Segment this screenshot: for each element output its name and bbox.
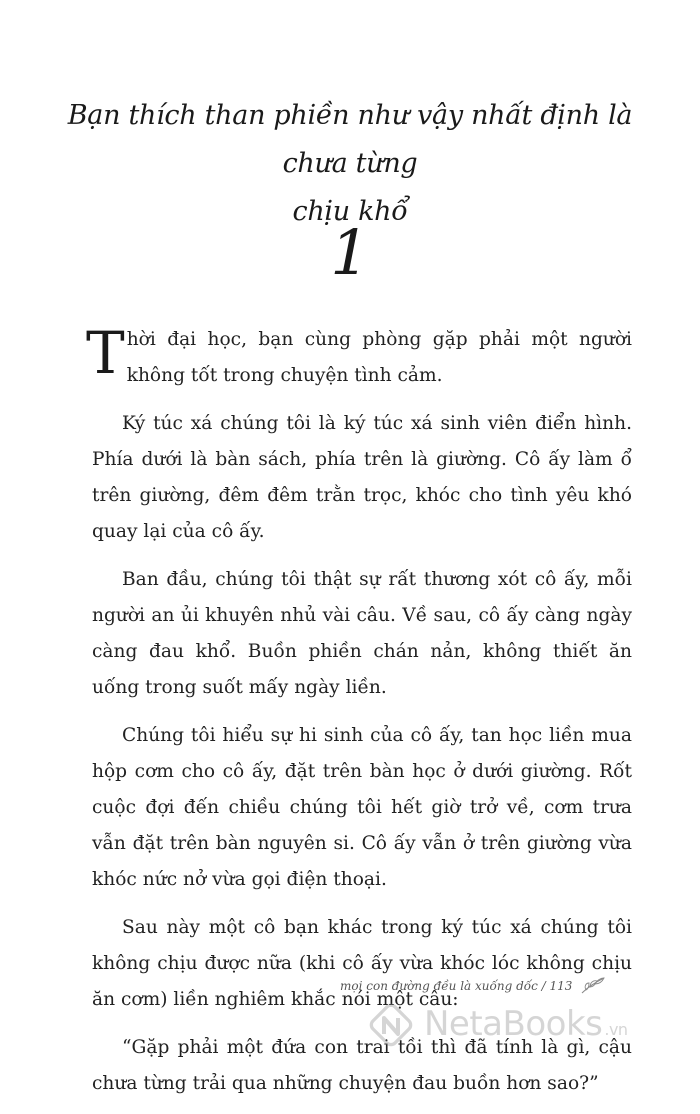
running-title: mọi con đường đều là xuống dốc (340, 979, 538, 993)
chapter-title-line1: Bạn thích than phiền như vậy nhất định là chưa từng (67, 100, 633, 179)
netabooks-watermark (368, 1000, 688, 1054)
paragraph-4: Chúng tôi hiểu sự hi sinh của cô ấy, tan học liền mua hộp cơm cho cô ấy, đặt trên bàn học ở dưới giường. Rốt cuộc đợi đến chiều chúng tôi hết giờ trở về, cơm trưa vẫn đặt trên bàn nguyên si. Cô ấy vẫn ở trên giường vừa khóc nức nở vừa gọi điện thoại. (92, 725, 632, 890)
paragraph-1-text: hời đại học, bạn cùng phòng gặp phải một người không tốt trong chuyện tình cảm. (126, 329, 632, 386)
page-number: 113 (549, 979, 573, 993)
paragraph-6: “Gặp phải một đứa con trai tồi thì đã tính là gì, cậu chưa từng trải qua những chuyện đau buồn hơn sao?” (92, 1037, 632, 1094)
chapter-title-line2: chịu khổ (292, 196, 408, 227)
paragraph-3: Ban đầu, chúng tôi thật sự rất thương xót cô ấy, mỗi người an ủi khuyên nhủ vài câu. Về sau, cô ấy càng ngày càng đau khổ. Buồn phiền chán nản, không thiết ăn uống trong suốt mấy ngày liền. (92, 569, 632, 698)
chapter-number: 1 (330, 216, 370, 289)
footer-separator: / (541, 979, 546, 993)
leaf-icon (580, 975, 606, 998)
paragraph-5: Sau này một cô bạn khác trong ký túc xá chúng tôi không chịu được nữa (khi cô ấy vừa khóc lóc không chịu ăn cơm) liền nghiêm khắc nói một câu: (92, 917, 632, 1010)
drop-cap: T (86, 319, 125, 387)
chapter-title (60, 92, 640, 236)
netabooks-logo-icon (368, 1002, 416, 1054)
watermark-brand: NetaBooks .vn (424, 1004, 628, 1044)
paragraph-2: Ký túc xá chúng tôi là ký túc xá sinh viên điển hình. Phía dưới là bàn sách, phía trên là giường. Cô ấy làm ổ trên giường, đêm đêm trằn trọc, khóc cho tình yêu khó quay lại của cô ấy. (92, 413, 632, 542)
paragraph-1 (86, 319, 632, 394)
